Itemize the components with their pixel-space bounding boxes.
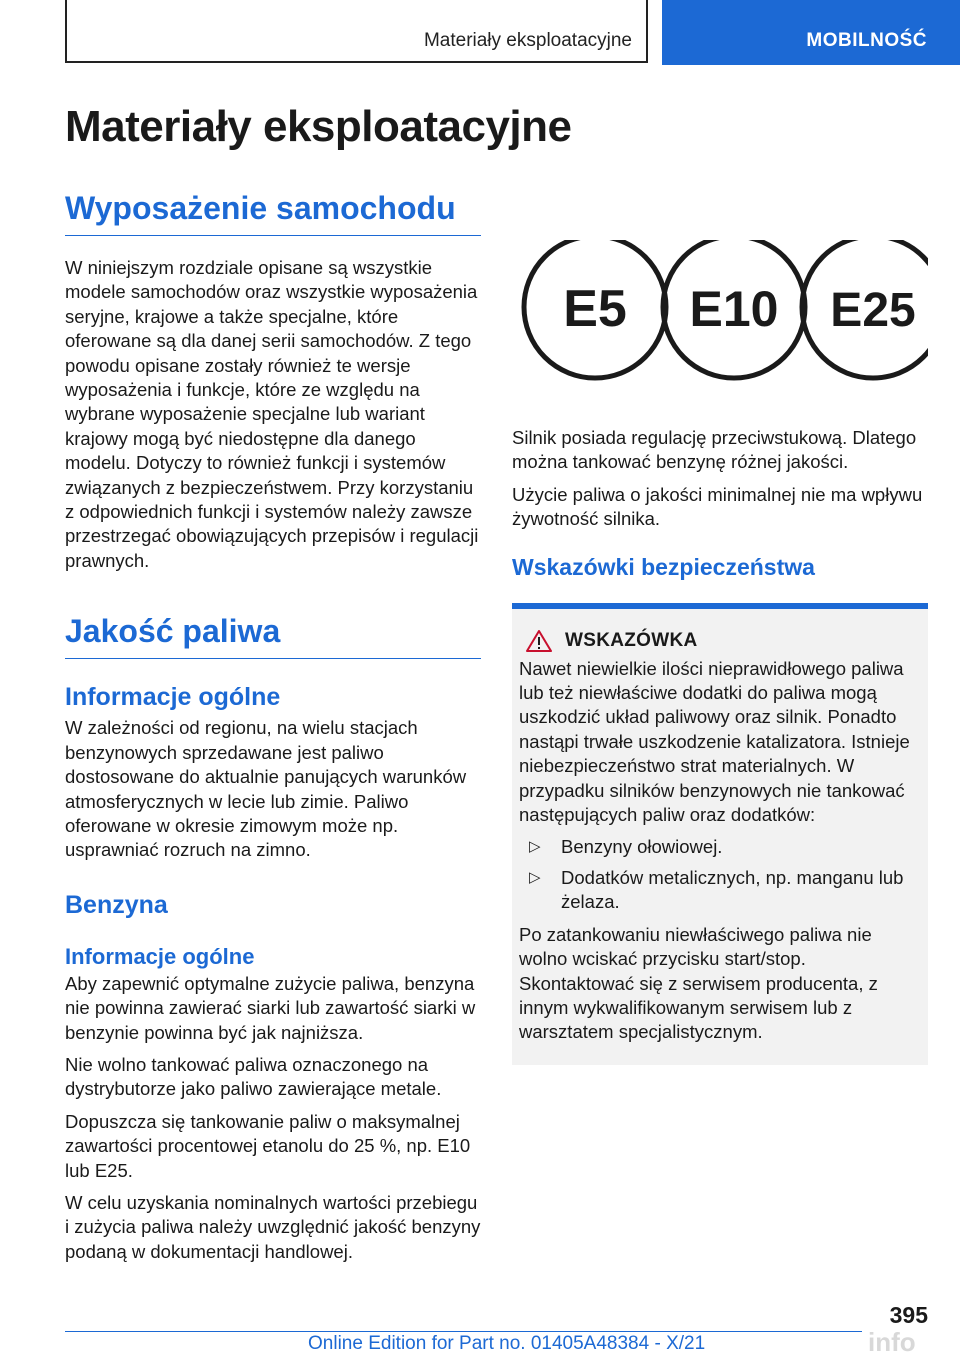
warning-paragraph-1: Nawet niewielkie ilości nieprawidłowego paliwa lub też niewłaściwe dodatki do paliwa mogą uszkodzić układ paliwowy oraz silnik. Ponadto nastąpi trwałe uszkodzenie katalizatora. Istnieje niebezpieczeństwo strat materialnych. W przypadku silników benzynowych nie tankować następujących paliw oraz dodatków: bbox=[519, 657, 910, 826]
header-tab-mobility[interactable]: MOBILNOŚĆ bbox=[806, 30, 927, 51]
header-tab-box[interactable] bbox=[662, 0, 960, 65]
section-title-fuel-quality: Jakość paliwa bbox=[65, 613, 481, 659]
petrol-general-info-title: Informacje ogólne bbox=[65, 943, 255, 969]
triangle-right-icon: ▷ bbox=[529, 868, 541, 886]
section-title-equipment: Wyposażenie samochodu bbox=[65, 190, 481, 236]
fuel-logo-e25-label: E25 bbox=[830, 284, 916, 337]
footer-edition-text: Online Edition for Part no. 01405A48384 - X/21 bbox=[308, 1333, 706, 1354]
petrol-paragraph-1: Aby zapewnić optymalne zużycie paliwa, benzyna nie powinna zawierać siarki lub zawartość siarki w benzynie powinna być jak najniższa. bbox=[65, 972, 476, 1043]
subsection-title-petrol: Benzyna bbox=[65, 890, 168, 919]
footer-watermark: info bbox=[868, 1327, 916, 1357]
fuel-logo-e10-label: E10 bbox=[689, 281, 779, 337]
subsection-title-general-info: Informacje ogólne bbox=[65, 683, 281, 712]
min-quality-paragraph: Użycie paliwa o jakości minimalnej nie ma wpływu żywotność silnika. bbox=[512, 483, 923, 530]
triangle-right-icon: ▷ bbox=[529, 838, 541, 856]
fuel-logo-e25 bbox=[802, 240, 928, 378]
left-column bbox=[65, 190, 481, 1264]
fuel-logo-e10 bbox=[663, 240, 805, 378]
petrol-paragraph-2: Nie wolno tankować paliwa oznaczonego na dystrybutorze jako paliwo zawierające metale. bbox=[65, 1053, 442, 1100]
warning-bullet-item bbox=[519, 866, 921, 915]
petrol-paragraph-4: W celu uzyskania nominalnych wartości przebiegu i zużycia paliwa należy uwzględnić jakość benzyny podaną w dokumentacji handlowej. bbox=[65, 1191, 481, 1262]
fuel-logo-e5 bbox=[524, 240, 666, 378]
warning-title: WSKAZÓWKA bbox=[565, 629, 698, 651]
fuel-logo-e5-label: E5 bbox=[563, 280, 627, 338]
safety-notes-title: Wskazówki bezpieczeństwa bbox=[512, 553, 815, 580]
right-column bbox=[512, 240, 928, 1065]
warning-header bbox=[519, 629, 921, 653]
fuel-grade-logos bbox=[512, 240, 928, 410]
warning-triangle-icon bbox=[525, 629, 553, 653]
warning-bullet-text: Dodatków metalicznych, np. manganu lub żelaza. bbox=[561, 866, 904, 913]
warning-bullet-text: Benzyny ołowiowej. bbox=[561, 836, 723, 858]
footer-divider bbox=[65, 1331, 862, 1332]
equipment-paragraph: W niniejszym rozdziale opisane są wszystkie modele samochodów oraz wszystkie wyposażenia seryjne, krajowe a także specjalne, które oferowane są dla danej serii samochodów. Z tego powodu opisane zostały również te wersje wyposażenia i funkcje, które ze względu na wybrane wyposażenie specjalne lub wariant krajowy mogą być niedostępne dla danego modelu. Dotyczy to również funkcji i systemów związanych z bezpieczeństwem. Przy korzystaniu z odpowiednich funkcji i systemów należy zawsze przestrzegać obowiązujących przepisów i regulacji prawnych. bbox=[65, 257, 479, 571]
petrol-paragraph-3: Dopuszcza się tankowanie paliw o maksymalnej zawartości procentowej etanolu do 25 %, np. E10 lub E25. bbox=[65, 1110, 471, 1181]
header-section-label: Materiały eksploatacyjne bbox=[423, 30, 632, 51]
header-section-box bbox=[65, 0, 648, 63]
warning-bullet-item bbox=[519, 835, 921, 859]
warning-paragraph-2: Po zatankowaniu niewłaściwego paliwa nie wolno wciskać przycisku start/stop. Skontaktować się z serwisem producenta, z innym wykwalifikowanym serwisem lub z warsztatem specjalistycznym. bbox=[519, 923, 878, 1043]
warning-box bbox=[512, 603, 928, 1065]
page-number: 395 bbox=[889, 1302, 928, 1328]
fuel-quality-paragraph: W zależności od regionu, na wielu stacjach benzynowych sprzedawane jest paliwo dostosowane do aktualnie panujących warunków atmosferycznych w lecie lub zimie. Paliwo oferowane w okresie zimowym może np. usprawniać rozruch na zimno. bbox=[65, 717, 467, 861]
knock-control-paragraph: Silnik posiada regulację przeciwstukową. Dlatego można tankować benzynę różnej jakości. bbox=[512, 427, 917, 473]
fuel-grade-logos-svg bbox=[512, 240, 928, 410]
page-title: Materiały eksploatacyjne bbox=[65, 102, 572, 151]
